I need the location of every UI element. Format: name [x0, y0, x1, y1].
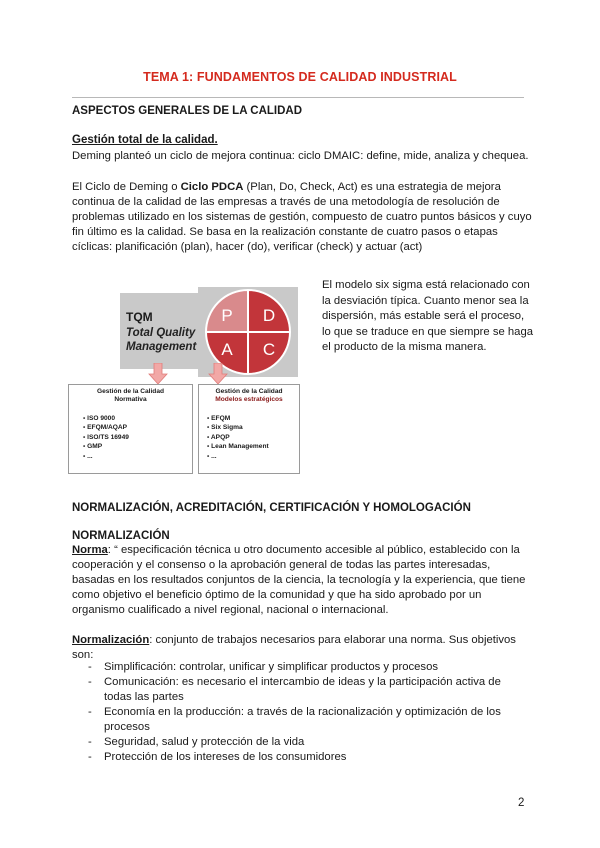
gestion-heading: Gestión total de la calidad.	[72, 134, 218, 146]
list-item: • EFQM	[207, 414, 299, 423]
gestion-modelos-list	[207, 414, 299, 461]
arrow-down-icon	[148, 363, 168, 385]
title-divider	[72, 97, 524, 98]
list-item: • EFQM/AQAP	[83, 423, 192, 432]
list-item: • Six Sigma	[207, 423, 299, 432]
pdca-letter-c: C	[262, 340, 276, 359]
arrow-down-icon	[208, 363, 228, 385]
pdca-letter-d: D	[262, 306, 276, 325]
list-item: • ...	[207, 452, 299, 461]
list-item: - Seguridad, salud y protección de la vida	[88, 736, 305, 748]
tqm-subtitle	[126, 326, 196, 354]
objectives-list	[88, 660, 518, 765]
list-item: - Simplificación: controlar, unificar y simplificar productos y procesos	[88, 661, 439, 673]
page-number: 2	[518, 797, 525, 809]
normalizacion-heading: NORMALIZACIÓN	[72, 530, 170, 542]
section-heading-aspectos: ASPECTOS GENERALES DE LA CALIDAD	[72, 105, 303, 117]
tqm-figure	[68, 283, 303, 477]
normalizacion-label: Normalización	[72, 634, 150, 646]
list-item: • ISO/TS 16949	[83, 433, 192, 442]
six-sigma-paragraph: El modelo six sigma está relacionado con la desviación típica. Cuanto menor sea la dispersión, más estable será el proceso, lo que se traduce en que siempre se haga el producto de la misma manera.	[322, 279, 534, 354]
list-item: • ISO 9000	[83, 414, 192, 423]
pdca-prefix: El Ciclo de Deming o	[72, 181, 181, 193]
pdca-bold: Ciclo PDCA	[180, 181, 244, 193]
pdca-letter-a: A	[221, 340, 233, 359]
list-item: • Lean Management	[207, 442, 299, 451]
norma-label: Norma	[72, 544, 108, 556]
gestion-modelos-box	[198, 384, 300, 474]
tqm-subtitle-line1: Total Quality	[126, 327, 196, 339]
list-item: • ...	[83, 452, 192, 461]
gestion-modelos-heading: Gestión de la Calidad	[215, 388, 283, 395]
pdca-paragraph	[72, 180, 532, 255]
list-item: - Protección de los intereses de los consumidores	[88, 751, 347, 763]
normalizacion-paragraph	[72, 633, 532, 663]
pdca-rest: (Plan, Do, Check, Act) es una estrategia de mejora continua de la calidad de las empresas a través de una metodología de resolución de problemas utilizado en los sistemas de gestión, compuesto de cuatro puntos básicos y cuyo fin último es la calidad. Se basa en la realización constante de cuatro pasos o etapas cíclicas: planificación (plan), hacer (do), verificar (check) y actuar (act)	[72, 181, 532, 253]
tqm-label: TQM	[126, 310, 153, 324]
gestion-modelos-sub: Modelos estratégicos	[215, 396, 283, 403]
document-title: TEMA 1: FUNDAMENTOS DE CALIDAD INDUSTRIAL	[143, 70, 457, 84]
normalizacion-text: : conjunto de trabajos necesarios para elaborar una norma. Sus objetivos son:	[72, 634, 516, 661]
deming-paragraph: Deming planteó un ciclo de mejora continua: ciclo DMAIC: define, mide, analiza y chequea.	[72, 150, 529, 162]
gestion-normativa-box	[68, 384, 193, 474]
gestion-normativa-heading: Gestión de la Calidad	[96, 388, 165, 395]
section-heading-normalizacion: NORMALIZACIÓN, ACREDITACIÓN, CERTIFICACIÓN Y HOMOLOGACIÓN	[72, 502, 471, 514]
gestion-normativa-sub: Normativa	[114, 396, 147, 403]
norma-paragraph	[72, 543, 532, 618]
list-item: - Comunicación: es necesario el intercambio de ideas y la participación activa de todas las partes	[88, 676, 501, 703]
norma-text: : “ especificación técnica u otro documento accesible al público, establecido con la cooperación y el consenso o la aprobación general de todas las partes interesadas, basadas en los resultados conjuntos de la ciencia, la tecnología y la experiencia, que tiene como objetivo el beneficio óptimo de la comunidad y que ha sido aprobado por un organismo cualificado a nivel regional, nacional o internacional.	[72, 544, 526, 616]
gestion-normativa-list	[83, 414, 192, 461]
tqm-subtitle-line2: Management	[126, 341, 197, 353]
list-item: • GMP	[83, 442, 192, 451]
list-item: - Economía en la producción: a través de la racionalización y optimización de los procesos	[88, 706, 501, 733]
list-item: • APQP	[207, 433, 299, 442]
pdca-letter-p: P	[221, 306, 233, 325]
